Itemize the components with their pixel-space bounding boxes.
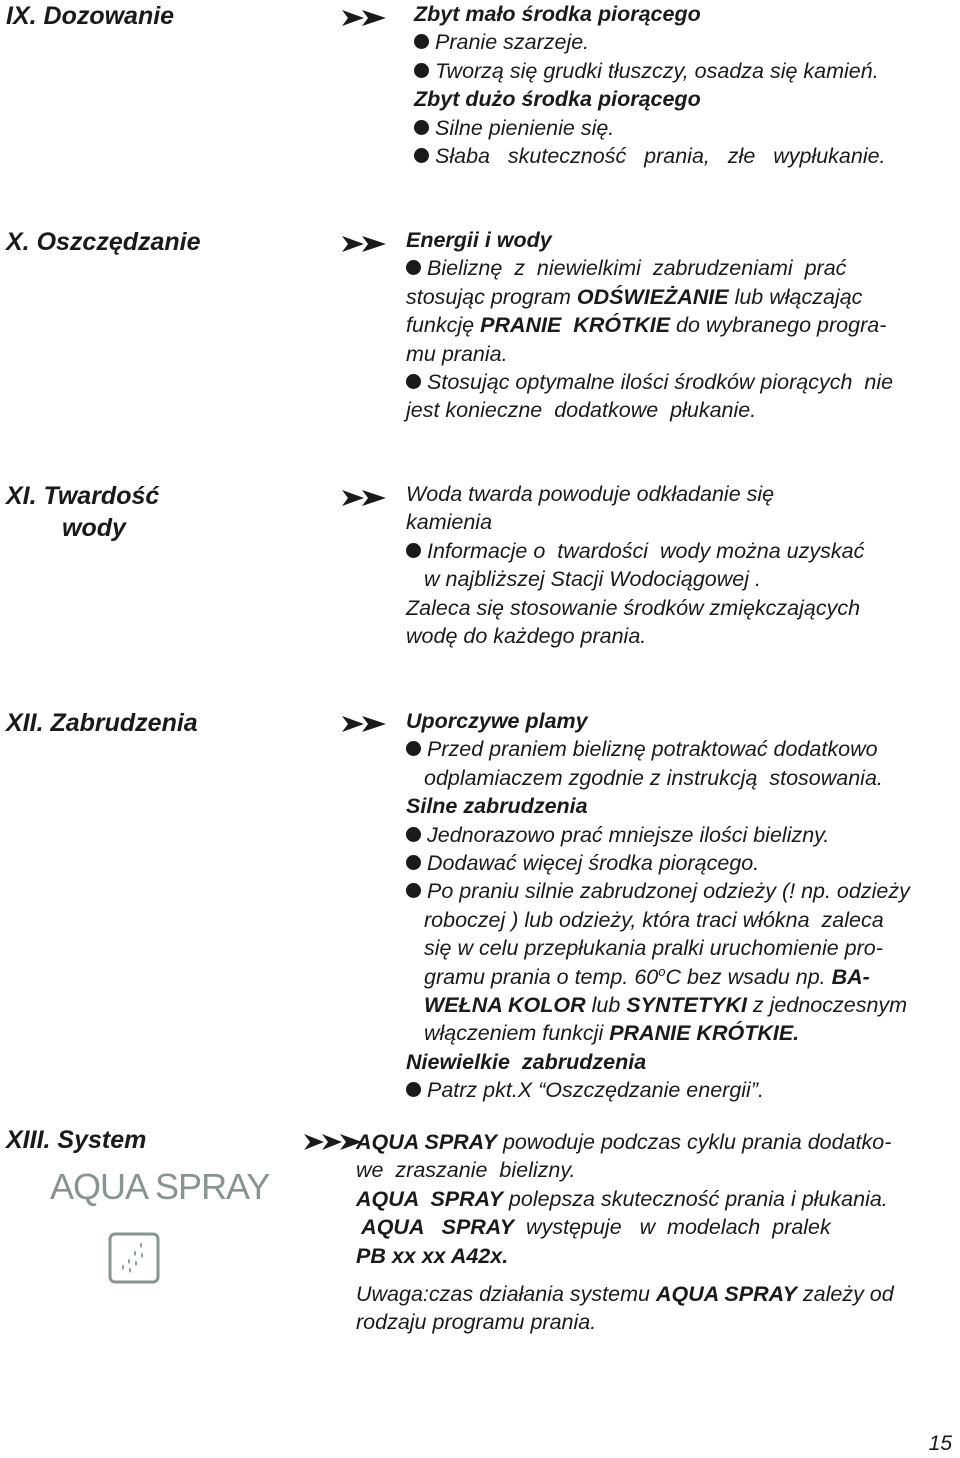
paragraph-line: się w celu przepłukania pralki uruchomienie pro- <box>424 936 883 961</box>
list-item: Informacje o twardości wody można uzyskać <box>406 537 958 565</box>
list-item: Dodawać więcej środka piorącego. <box>406 849 958 877</box>
section-ix-content <box>414 0 960 170</box>
section-xii-content <box>406 707 958 1105</box>
double-arrow-icon <box>342 488 390 508</box>
paragraph-line: włączeniem funkcji PRANIE KRÓTKIE. <box>424 1021 800 1046</box>
paragraph-line: WEŁNA KOLOR lub SYNTETYKI z jednoczesnym <box>424 993 908 1018</box>
aqua-spray-icon <box>108 1232 160 1284</box>
model-number: PB xx xx A42x. <box>356 1243 509 1268</box>
paragraph-line: odplamiaczem zgodnie z instrukcją stosowania. <box>424 765 883 790</box>
paragraph-line: jest konieczne dodatkowe płukanie. <box>406 398 757 423</box>
subheading-too-little: Zbyt mało środka piorącego <box>414 2 701 26</box>
list-item: Słaba skuteczność prania, złe wypłukanie. <box>414 142 960 170</box>
bullet-dot-icon <box>406 543 421 558</box>
bullet-dot-icon <box>406 827 421 842</box>
paragraph-line: Stosując optymalne ilości środków piorących nie <box>406 368 958 396</box>
list-item: Po praniu silnie zabrudzonej odzieży (! np. odzieży <box>406 877 958 905</box>
paragraph-line: we zraszanie bielizny. <box>356 1158 576 1183</box>
paragraph-line: AQUA SPRAY polepsza skuteczność prania i płukania. <box>356 1186 888 1211</box>
page-number: 15 <box>928 1432 952 1455</box>
bullet-dot-icon <box>414 34 429 49</box>
note-line: rodzaju programu prania. <box>356 1310 597 1335</box>
double-arrow-icon <box>342 234 390 254</box>
paragraph-line: kamienia <box>406 510 493 535</box>
bullet-dot-icon <box>406 1082 421 1097</box>
subheading-too-much: Zbyt dużo środka piorącego <box>414 87 701 112</box>
bullet-dot-icon <box>414 63 429 78</box>
paragraph-line: Zaleca się stosowanie środków zmiękczających <box>406 595 861 620</box>
bullet-dot-icon <box>406 855 421 870</box>
section-ix-heading: IX. Dozowanie <box>6 2 175 30</box>
triple-arrow-icon <box>304 1132 364 1152</box>
aqua-spray-logo: AQUA SPRAY <box>50 1166 270 1207</box>
section-x-content <box>406 226 958 425</box>
section-xiii-content <box>356 1128 956 1337</box>
subheading-light-soiling: Niewielkie zabrudzenia <box>406 1049 647 1074</box>
subheading-stubborn-stains: Uporczywe plamy <box>406 709 588 733</box>
double-arrow-icon <box>342 714 390 734</box>
section-xi-heading: XI. Twardość wody <box>6 482 160 542</box>
paragraph-line: mu prania. <box>406 341 508 366</box>
list-item: Patrz pkt.X “Oszczędzanie energii”. <box>406 1076 958 1104</box>
bullet-dot-icon <box>414 120 429 135</box>
bullet-dot-icon <box>414 148 429 163</box>
list-item: Silne pienienie się. <box>414 114 960 142</box>
section-xii-heading: XII. Zabrudzenia <box>6 709 198 737</box>
paragraph-line: funkcję PRANIE KRÓTKIE do wybranego progra- <box>406 313 887 338</box>
bullet-dot-icon <box>406 260 421 275</box>
list-item: Tworzą się grudki tłuszczy, osadza się kamień. <box>414 57 960 85</box>
paragraph-line: wodę do każdego prania. <box>406 624 647 649</box>
bullet-dot-icon <box>406 741 421 756</box>
paragraph-line: w najbliższej Stacji Wodociągowej . <box>424 567 761 592</box>
paragraph-line: stosując program ODŚWIEŻANIE lub włączając <box>406 284 863 309</box>
section-x-heading: X. Oszczędzanie <box>6 228 201 256</box>
list-item: Pranie szarzeje. <box>414 28 960 56</box>
paragraph-line: AQUA SPRAY występuje w modelach pralek <box>356 1215 831 1240</box>
bullet-dot-icon <box>406 883 421 898</box>
paragraph-line: roboczej ) lub odzieży, która traci włókna zaleca <box>424 907 884 932</box>
section-xi-content <box>406 480 958 650</box>
list-item: Jednorazowo prać mniejsze ilości bielizny. <box>406 821 958 849</box>
double-arrow-icon <box>342 8 390 28</box>
paragraph-line: Bieliznę z niewielkimi zabrudzeniami prać <box>406 254 958 282</box>
bullet-dot-icon <box>406 374 421 389</box>
subheading-energy-water: Energii i wody <box>406 228 552 252</box>
paragraph-line: AQUA SPRAY powoduje podczas cyklu prania dodatko- <box>356 1130 892 1154</box>
section-xiii-heading: XIII. System <box>6 1126 147 1154</box>
list-item: Przed praniem bieliznę potraktować dodatkowo <box>406 735 958 763</box>
paragraph-line: Woda twarda powoduje odkładanie się <box>406 482 775 506</box>
paragraph-line: gramu prania o temp. 60$^o$C bez wsadu np. BA- <box>424 963 870 989</box>
note-line: Uwaga:czas działania systemu AQUA SPRAY zależy od <box>356 1282 894 1307</box>
subheading-heavy-soiling: Silne zabrudzenia <box>406 794 588 819</box>
